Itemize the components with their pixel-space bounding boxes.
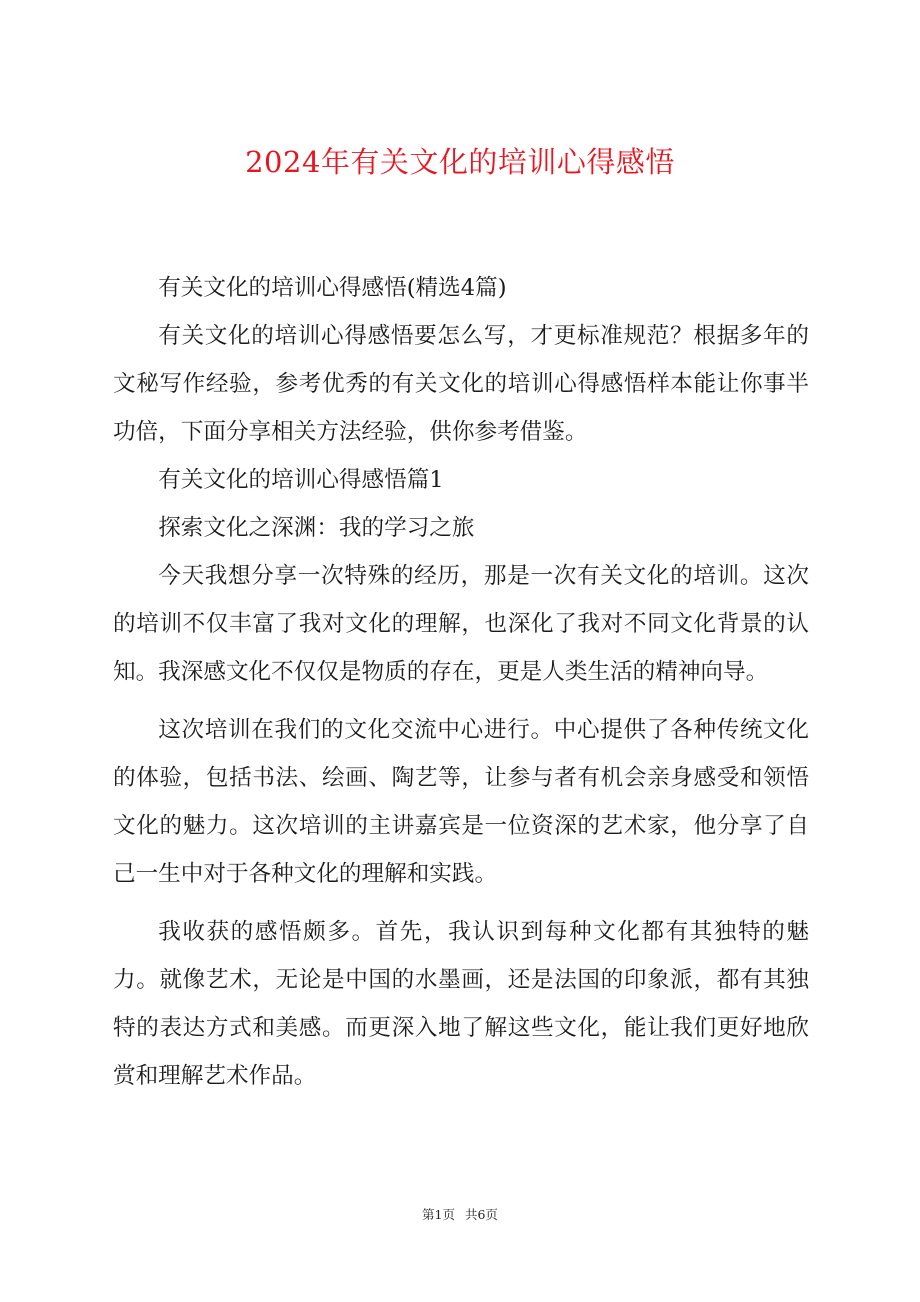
paragraph-body: 这次培训在我们的文化交流中心进行。中心提供了各种传统文化的体验，包括书法、绘画、陶艺等，让参与者有机会亲身感受和领悟文化的魅力。这次培训的主讲嘉宾是一位资深的艺术家，他分享了自己一生中对于各种文化的理解和实践。 bbox=[113, 717, 809, 887]
document-title: 2024年有关文化的培训心得感悟 bbox=[245, 145, 675, 179]
paragraph-intro: 有关文化的培训心得感悟要怎么写，才更标准规范？根据多年的文秘写作经验，参考优秀的有关文化的培训心得感悟样本能让你事半功倍，下面分享相关方法经验，供你参考借鉴。 bbox=[113, 323, 809, 445]
page-number: 第1页 bbox=[422, 1207, 455, 1222]
page-footer bbox=[0, 1206, 920, 1224]
paragraph-essay-title: 探索文化之深渊：我的学习之旅 bbox=[158, 515, 475, 541]
document-body bbox=[113, 264, 809, 1100]
paragraph-subtitle: 有关文化的培训心得感悟(精选4篇) bbox=[158, 275, 507, 301]
paragraph-section-heading: 有关文化的培训心得感悟篇1 bbox=[158, 467, 444, 493]
paragraph-body: 我收获的感悟颇多。首先，我认识到每种文化都有其独特的魅力。就像艺术，无论是中国的水墨画，还是法国的印象派，都有其独特的表达方式和美感。而更深入地了解这些文化，能让我们更好地欣赏和理解艺术作品。 bbox=[113, 919, 809, 1089]
page-total: 共6页 bbox=[464, 1207, 498, 1222]
paragraph-body: 今天我想分享一次特殊的经历，那是一次有关文化的培训。这次的培训不仅丰富了我对文化的理解，也深化了我对不同文化背景的认知。我深感文化不仅仅是物质的存在，更是人类生活的精神向导。 bbox=[113, 563, 809, 685]
